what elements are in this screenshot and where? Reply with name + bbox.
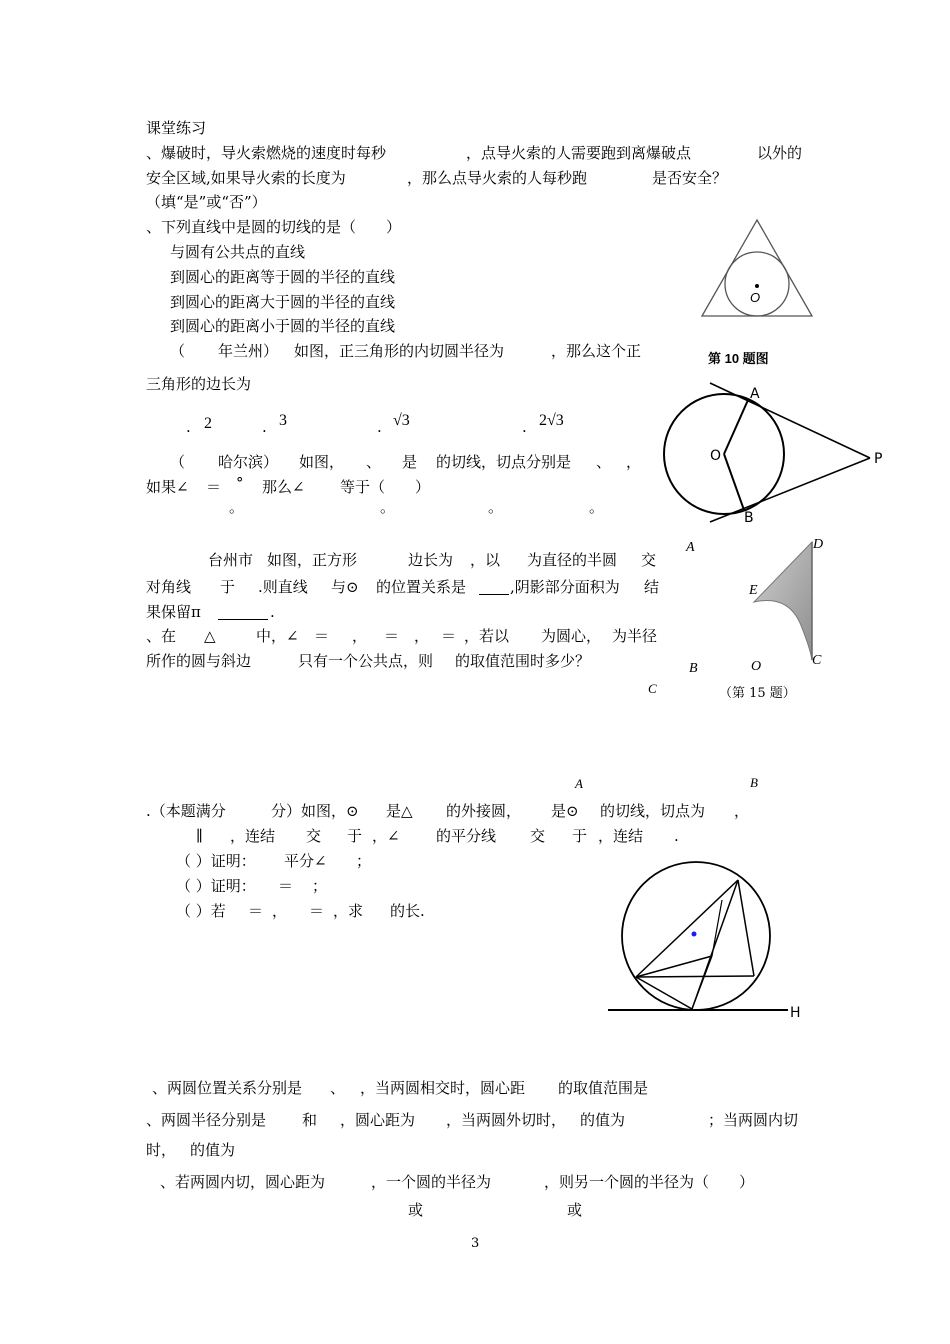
q7-line2j: . <box>674 827 679 845</box>
q1-line1b: ，点导火索的人需要跑到离爆破点 <box>466 144 692 162</box>
q6-line1d: ＝ <box>314 627 330 645</box>
q6-label-b: B <box>750 775 758 790</box>
q8-c: ，当两圆相交时，圆心距 <box>360 1079 526 1097</box>
q7-part3-b: ＝ <box>248 902 264 920</box>
circumcircle-figure <box>604 858 814 1024</box>
q8-a: 、两圆位置关系分别是 <box>152 1079 303 1097</box>
point-h-label: H <box>790 1005 801 1021</box>
fig15-shaded-region <box>740 538 820 664</box>
q5-line1a: 台州市 <box>208 551 254 569</box>
q3-option-c: √3 <box>393 412 410 429</box>
q3-line2: 三角形的边长为 <box>146 375 252 393</box>
page-number: 3 <box>471 1236 480 1251</box>
q7-part3-d: ＝ <box>309 902 325 920</box>
q3-option-a-dot: . <box>186 418 191 436</box>
q7-part1-b: 平分∠ <box>284 852 327 870</box>
radius-oa <box>724 400 748 454</box>
q6-line1e: ， <box>352 627 368 645</box>
q7-line2d: 于 <box>347 827 363 845</box>
q3-line1a: （ <box>170 342 186 360</box>
q5-answer-blank-1 <box>479 577 509 595</box>
q2-option-a: 与圆有公共点的直线 <box>170 243 306 261</box>
q9-line1f: ；当两圆内切 <box>708 1111 799 1129</box>
q7-line2h: 于 <box>572 827 588 845</box>
q6-line1c: 中，∠ <box>256 627 299 645</box>
q6-line2a: 所作的圆与斜边 <box>146 652 252 670</box>
q4-line1h: ， <box>626 453 642 471</box>
q5-line2c: .则直线 <box>258 578 308 596</box>
q1-line1a: 、爆破时，导火索燃烧的速度时每秒 <box>146 144 387 162</box>
q6-line1g: ， <box>414 627 430 645</box>
q7-line1d: 的外接圆， <box>446 802 522 820</box>
tangent-lines-figure <box>656 378 892 526</box>
q5-line2g: 结 <box>644 578 660 596</box>
q4-line1e: 是 <box>402 453 418 471</box>
q8-d: 的取值范围是 <box>558 1079 649 1097</box>
q1-line2c: 是否安全？ <box>652 169 728 187</box>
q3-option-d-dot: . <box>522 418 527 436</box>
fig15-label-c: C <box>812 653 822 668</box>
q4-line2c: ° <box>236 474 244 492</box>
q3-line1c: 如图，正三角形的内切圆半径为 <box>294 342 505 360</box>
q3-option-c-dot: . <box>377 418 382 436</box>
q6-line2b: 只有一个公共点，则 <box>298 652 434 670</box>
triangle-side-3 <box>636 977 692 1009</box>
q3-line1d: ，那么这个正 <box>551 342 642 360</box>
fig15-label-o: O <box>751 659 762 674</box>
q4-line1f: 的切线，切点分别是 <box>436 453 572 471</box>
q9-line1d: ，当两圆外切时， <box>446 1111 567 1129</box>
point-a-label: A <box>750 386 760 402</box>
q9-line2b: 的值为 <box>190 1141 236 1159</box>
q2-stem: 、下列直线中是圆的切线的是（ ） <box>146 218 402 236</box>
q7-part3-a: （ ）若 <box>176 902 226 920</box>
q4-degree-3: 。 <box>488 498 504 516</box>
q7-line2i: ，连结 <box>598 827 644 845</box>
point-p-label: P <box>874 451 883 467</box>
q5-line2f: ,阴影部分面积为 <box>510 578 620 596</box>
q1-line1c: 以外的 <box>757 144 803 162</box>
point-o-label: O <box>710 448 722 464</box>
tangent-line-pb <box>710 458 870 522</box>
q4-degree-1: 。 <box>229 498 245 516</box>
q1-line3: （填“是”或“否”） <box>146 193 267 211</box>
q5-line3a: 果保留π <box>146 603 201 621</box>
heading: 课堂练习 <box>146 119 207 137</box>
q6-label-a: A <box>575 776 583 791</box>
q4-line1d: 、 <box>366 453 382 471</box>
radius-ob <box>724 454 744 510</box>
q7-line1f: 的切线，切点为 <box>600 802 706 820</box>
fig15-shaded-area <box>754 542 812 660</box>
q7-line2b: ，连结 <box>230 827 276 845</box>
q6-line1i: ，若以 <box>464 627 510 645</box>
q6-line1f: ＝ <box>384 627 400 645</box>
q10-line1a: 、若两圆内切，圆心距为 <box>160 1173 326 1191</box>
q7-part3-e: ，求 <box>333 902 364 920</box>
q7-part3-f: 的长. <box>390 902 425 920</box>
q5-line1f: 交 <box>641 551 657 569</box>
q7-line2c: 交 <box>306 827 322 845</box>
q3-option-d: 2√3 <box>539 412 564 429</box>
q4-line2d: 那么∠ <box>262 478 305 496</box>
q7-part2-c: ； <box>312 877 328 895</box>
q4-line2e: 等于（ ） <box>340 478 431 496</box>
q6-line1a: 、在 <box>146 627 177 645</box>
fig15-caption: （第 15 题） <box>719 686 796 701</box>
q4-line1g: 、 <box>596 453 612 471</box>
q9-line1a: 、两圆半径分别是 <box>146 1111 267 1129</box>
q6-line1b: △ <box>204 627 216 645</box>
incircle-triangle-figure <box>698 216 816 320</box>
q3-option-b-dot: . <box>262 418 267 436</box>
chord-5 <box>692 956 712 1009</box>
q3-line1b: 年兰州） <box>218 342 279 360</box>
q7-line2g: 交 <box>530 827 546 845</box>
q5-line1e: 为直径的半圆 <box>527 551 618 569</box>
q2-option-c: 到圆心的距离大于圆的半径的直线 <box>170 293 396 311</box>
chord-1 <box>636 976 754 977</box>
q7-line2e: ，∠ <box>372 827 400 845</box>
q1-line2a: 安全区域,如果导火索的长度为 <box>146 169 346 187</box>
tangent-line-pa <box>710 383 870 458</box>
q3-option-a: 2 <box>204 415 212 432</box>
q7-part1-a: （ ）证明： <box>176 852 256 870</box>
q2-option-d: 到圆心的距离小于圆的半径的直线 <box>170 317 396 335</box>
q5-line2e: 的位置关系是 <box>376 578 467 596</box>
q7-line2f: 的平分线 <box>436 827 497 845</box>
fig15-label-a: A <box>686 540 695 555</box>
q5-line2d: 与⊙ <box>331 578 359 596</box>
q6-line1j: 为圆心， <box>541 627 602 645</box>
q6-line2c: 的取值范围时多少？ <box>455 652 591 670</box>
q9-line2a: 时， <box>146 1141 177 1159</box>
q5-line2a: 对角线 <box>146 578 192 596</box>
q4-line2a: 如果∠ <box>146 478 189 496</box>
q7-line1e: 是⊙ <box>551 802 579 820</box>
q5-answer-blank-2 <box>218 602 268 620</box>
circle-center-dot <box>692 932 697 937</box>
incircle-center-dot <box>755 284 759 288</box>
q7-line1b: 分）如图，⊙ <box>271 802 359 820</box>
q9-line1b: 和 <box>302 1111 318 1129</box>
q7-line2a: ∥ <box>196 827 203 845</box>
q4-line1c: 如图， <box>299 453 345 471</box>
q10-or-2: 或 <box>567 1201 583 1219</box>
q1-line2b: ，那么点导火索的人每秒跑 <box>407 169 588 187</box>
q7-line1g: ， <box>734 802 750 820</box>
q6-label-c: C <box>648 681 657 696</box>
q7-line1c: 是△ <box>386 802 413 820</box>
chord-2 <box>738 880 754 976</box>
q5-line2b: 于 <box>220 578 236 596</box>
q10-line1c: ，则另一个圆的半径为（ ） <box>544 1173 755 1191</box>
point-b-label: B <box>744 510 754 526</box>
q5-line3b: . <box>270 603 275 621</box>
q5-line1c: 边长为 <box>408 551 454 569</box>
incircle-center-label: O <box>750 290 761 305</box>
q4-line1b: 哈尔滨） <box>218 453 279 471</box>
q5-line1d: ，以 <box>470 551 501 569</box>
fig15-label-d: D <box>813 537 824 552</box>
q5-line1b: 如图，正方形 <box>267 551 358 569</box>
q10-or-1: 或 <box>408 1201 424 1219</box>
fig15-label-e: E <box>749 583 758 598</box>
fig15-label-b: B <box>689 661 698 676</box>
q7-line1a: .（本题满分 <box>146 802 226 820</box>
q7-part3-c: ， <box>272 902 288 920</box>
q7-part1-c: ； <box>356 852 372 870</box>
q7-part2-a: （ ）证明： <box>176 877 256 895</box>
q8-b: 、 <box>330 1079 346 1097</box>
q4-degree-2: 。 <box>380 498 396 516</box>
q2-option-b: 到圆心的距离等于圆的半径的直线 <box>170 268 396 286</box>
q7-part2-b: ＝ <box>278 877 294 895</box>
q10-line1b: ，一个圆的半径为 <box>371 1173 492 1191</box>
figure10-caption: 第 10 题图 <box>708 351 769 366</box>
q4-degree-4: 。 <box>589 498 605 516</box>
q6-line1h: ＝ <box>441 627 457 645</box>
q3-option-b: 3 <box>279 412 287 429</box>
q4-line1a: （ <box>170 453 186 471</box>
q4-line2b: ＝ <box>206 478 222 496</box>
q9-line1e: 的值为 <box>580 1111 626 1129</box>
q9-line1c: ，圆心距为 <box>340 1111 416 1129</box>
q6-line1k: 为半径 <box>612 627 658 645</box>
